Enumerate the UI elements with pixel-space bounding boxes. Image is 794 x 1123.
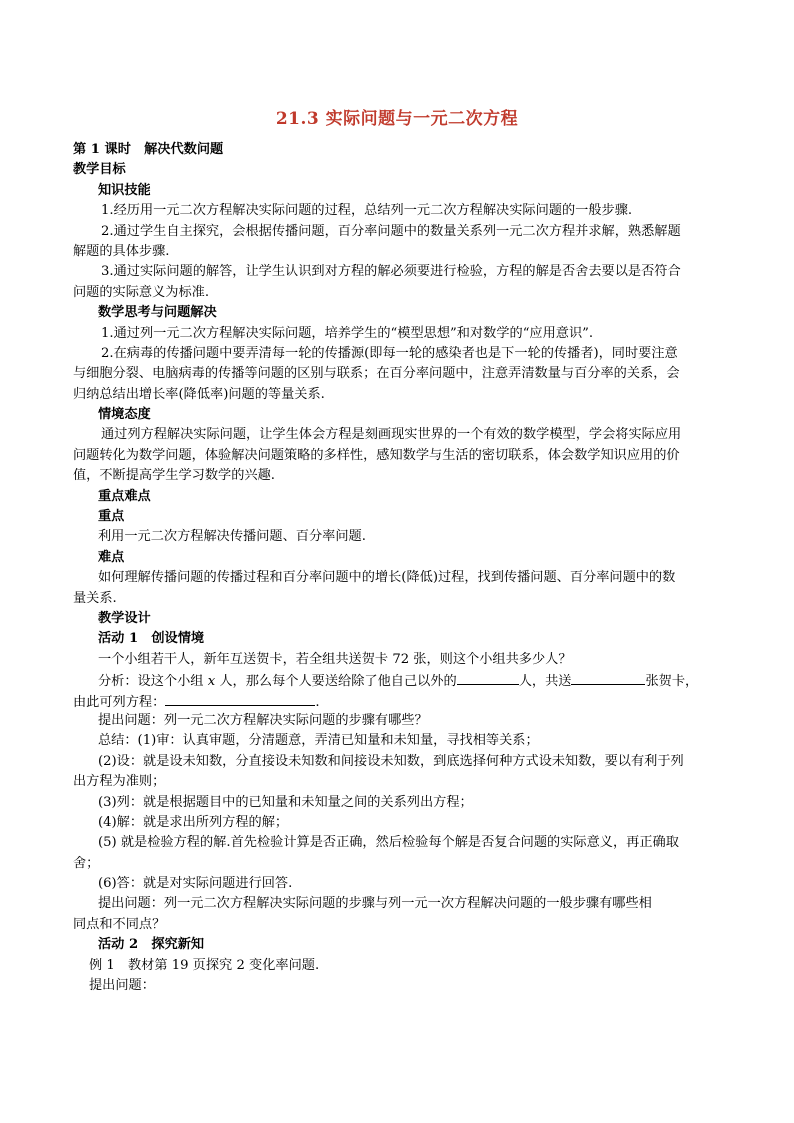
equation-pre: 由此可列方程： xyxy=(73,694,166,710)
summary2a: (2)设：就是设未知数，分直接设未知数和间接设未知数，到底选择何种方式设未知数，要以有利于列 xyxy=(98,753,684,769)
analysis-var: x xyxy=(207,674,216,690)
doc-title: 21.3 实际问题与一元二次方程 xyxy=(275,109,519,129)
difficulty-heading: 难点 xyxy=(98,549,125,565)
equation-end: . xyxy=(315,694,320,710)
summary2b: 出方程为准则； xyxy=(73,774,166,790)
analysis-pre: 分析：设这个小组 xyxy=(98,674,208,690)
difficulty-a: 如何理解传播问题的传播过程和百分率问题中的增长(降低)过程，找到传播问题、百分率问题中的数 xyxy=(98,570,676,586)
attitude-p1a: 通过列方程解决实际问题，让学生体会方程是刻画现实世界的一个有效的数学模型，学会将实际应用 xyxy=(101,427,682,443)
activity2-heading: 活动 2 探究新知 xyxy=(98,937,205,953)
attitude-heading: 情境态度 xyxy=(98,407,151,423)
analysis-line xyxy=(73,670,723,690)
doc-body xyxy=(73,140,723,996)
goals-heading: 教学目标 xyxy=(73,162,126,178)
problem-text: 一个小组若干人，新年互送贺卡，若全组共送贺卡 72 张，则这个小组共多少人？ xyxy=(98,651,572,667)
analysis-mid1: 人，那么每个人要送给除了他自己以外的 xyxy=(215,674,457,690)
summary5b: 舍； xyxy=(73,855,100,871)
knowledge-p1: 1.经历用一元二次方程解决实际问题的过程，总结列一元二次方程解决实际问题的一般步骤. xyxy=(101,203,633,219)
question2a: 提出问题：列一元二次方程解决实际问题的步骤与列一元一次方程解决问题的一般步骤有哪些相 xyxy=(98,896,652,912)
knowledge-p2b: 解题的具体步骤. xyxy=(73,243,170,259)
knowledge-p3a: 3.通过实际问题的解答，让学生认识到对方程的解必须要进行检验，方程的解是否舍去要以是否符合 xyxy=(101,264,681,280)
key-heading: 重点 xyxy=(98,509,125,525)
thinking-p1: 1.通过列一元二次方程解决实际问题，培养学生的“模型思想”和对数学的“应用意识”. xyxy=(101,325,594,341)
summary4: (4)解：就是求出所列方程的解； xyxy=(98,814,289,830)
summary5a: (5) 就是检验方程的解.首先检验计算是否正确，然后检验每个解是否复合问题的实际意义，再正确取 xyxy=(98,835,679,851)
blank-equation[interactable] xyxy=(165,691,315,706)
lesson-heading: 第 1 课时 解决代数问题 xyxy=(73,142,224,157)
question2b: 同点和不同点？ xyxy=(73,916,166,932)
keypoints-heading: 重点难点 xyxy=(98,488,151,504)
question3: 提出问题： xyxy=(89,978,155,994)
activity1-heading: 活动 1 创设情境 xyxy=(98,631,205,647)
summary6: (6)答：就是对实际问题进行回答. xyxy=(98,876,293,892)
analysis-end: 张贺卡， xyxy=(645,674,699,690)
attitude-p1c: 值，不断提高学生学习数学的兴趣. xyxy=(73,468,276,484)
question1: 提出问题：列一元二次方程解决实际问题的步骤有哪些？ xyxy=(98,712,428,728)
knowledge-p2a: 2.通过学生自主探究，会根据传播问题，百分率问题中的数量关系列一元二次方程并求解，熟悉解题 xyxy=(101,223,681,239)
summary3: (3)列：就是根据题目中的已知量和未知量之间的关系列出方程； xyxy=(98,794,473,810)
blank-2[interactable] xyxy=(571,670,645,685)
thinking-p2c: 归纳总结出增长率(降低率)问题的等量关系. xyxy=(73,386,325,402)
design-heading: 教学设计 xyxy=(98,610,151,626)
thinking-p2b: 与细胞分裂、电脑病毒的传播等问题的区别与联系；在百分率问题中，注意弄清数量与百分率的关系，会 xyxy=(73,366,680,382)
attitude-p1b: 问题转化为数学问题，体验解决问题策略的多样性，感知数学与生活的密切联系，体会数学知识应用的价 xyxy=(73,447,680,463)
example1: 例 1 教材第 19 页探究 2 变化率问题. xyxy=(89,957,320,973)
key-text: 利用一元二次方程解决传播问题、百分率问题. xyxy=(98,529,366,545)
blank-1[interactable] xyxy=(457,670,519,685)
thinking-heading: 数学思考与问题解决 xyxy=(98,305,217,321)
equation-line xyxy=(73,691,723,711)
analysis-mid2: 人，共送 xyxy=(518,674,572,690)
thinking-p2a: 2.在病毒的传播问题中要弄清每一轮的传播源(即每一轮的感染者也是下一轮的传播者)，同时要注意 xyxy=(101,345,678,361)
knowledge-heading: 知识技能 xyxy=(98,182,151,198)
summary1: 总结：(1)审：认真审题，分清题意，弄清已知量和未知量，寻找相等关系； xyxy=(98,733,539,749)
knowledge-p3b: 问题的实际意义为标准. xyxy=(73,284,210,300)
difficulty-b: 量关系. xyxy=(73,590,117,606)
